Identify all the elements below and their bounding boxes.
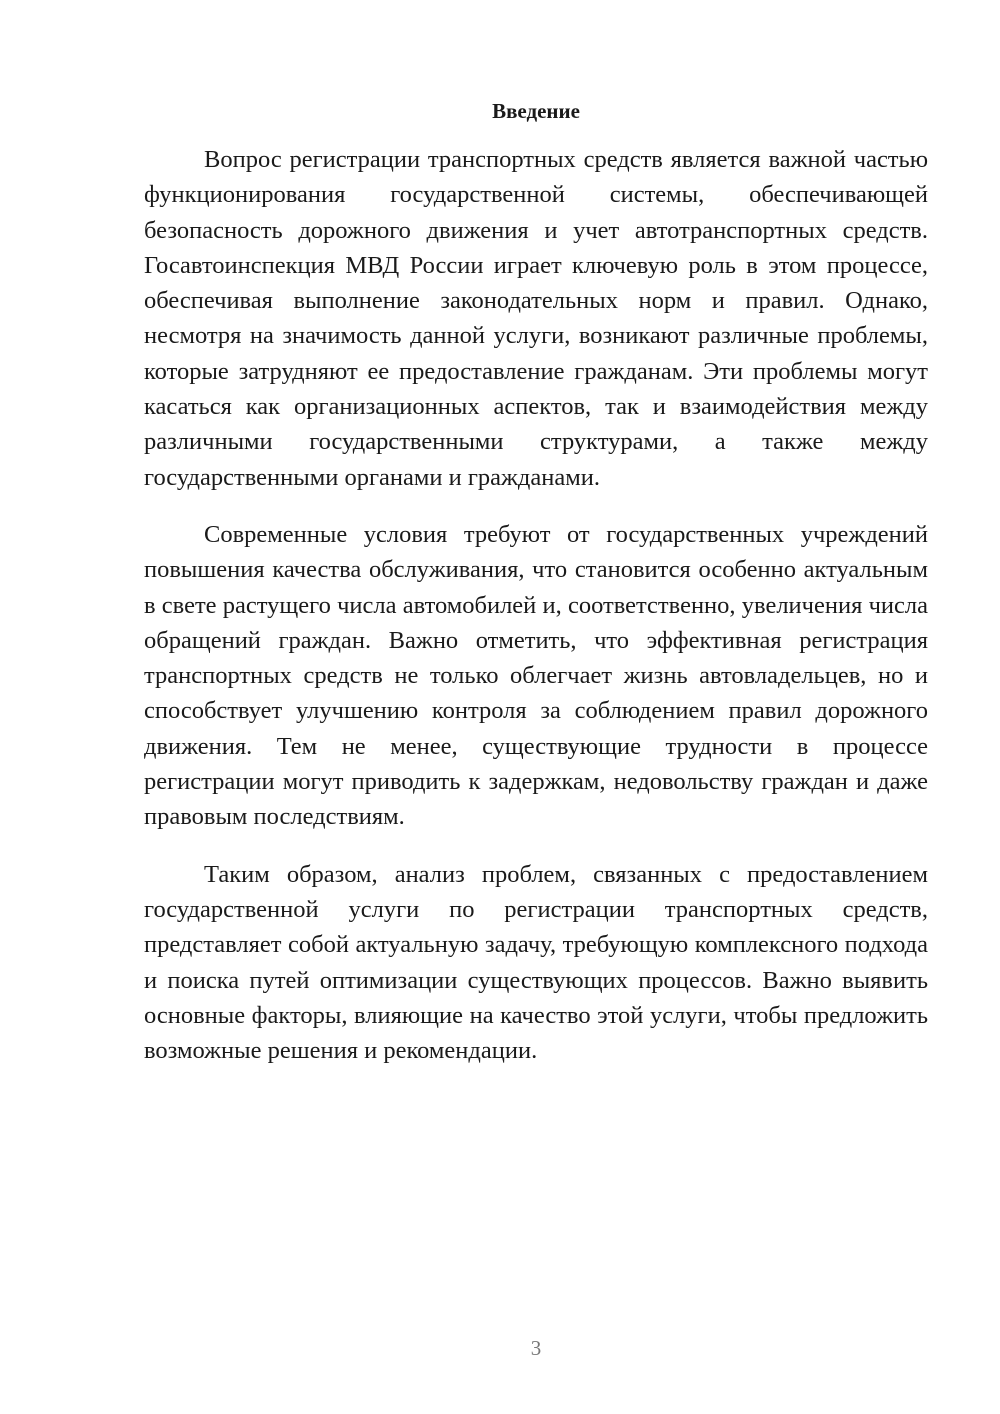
paragraph-2: Современные условия требуют от государственных учреждений повышения качества обслуживания, что становится особенно актуальным в свете растущего числа автомобилей и, соответственно, увеличения числа обращений граждан. Важно отметить, что эффективная регистрация транспортных средств не только облегчает жизнь автовладельцев, но и способствует улучшению контроля за соблюдением правил дорожного движения. Тем не менее, существующие трудности в процессе регистрации могут приводить к задержкам, недовольству граждан и даже правовым последствиям.: [144, 520, 928, 831]
paragraph-3: Таким образом, анализ проблем, связанных с предоставлением государственной услуги по регистрации транспортных средств, представляет собой актуальную задачу, требующую комплексного подхода и поиска путей оптимизации существующих процессов. Важно выявить основные факторы, влияющие на качество этой услуги, чтобы предложить возможные решения и рекомендации.: [144, 860, 928, 1065]
section-title: Введение: [492, 99, 580, 123]
page-number: 3: [530, 1336, 542, 1360]
body-text: [144, 142, 928, 1090]
paragraph-1: Вопрос регистрации транспортных средств является важной частью функционирования государственной системы, обеспечивающей безопасность дорожного движения и учет автотранспортных средств. Госавтоинспекция МВД России играет ключевую роль в этом процессе, обеспечивая выполнение законодательных норм и правил. Однако, несмотря на значимость данной услуги, возникают различные проблемы, которые затрудняют ее предоставление гражданам. Эти проблемы могут касаться как организационных аспектов, так и взаимодействия между различными государственными структурами, а также между государственными органами и гражданами.: [144, 146, 928, 491]
